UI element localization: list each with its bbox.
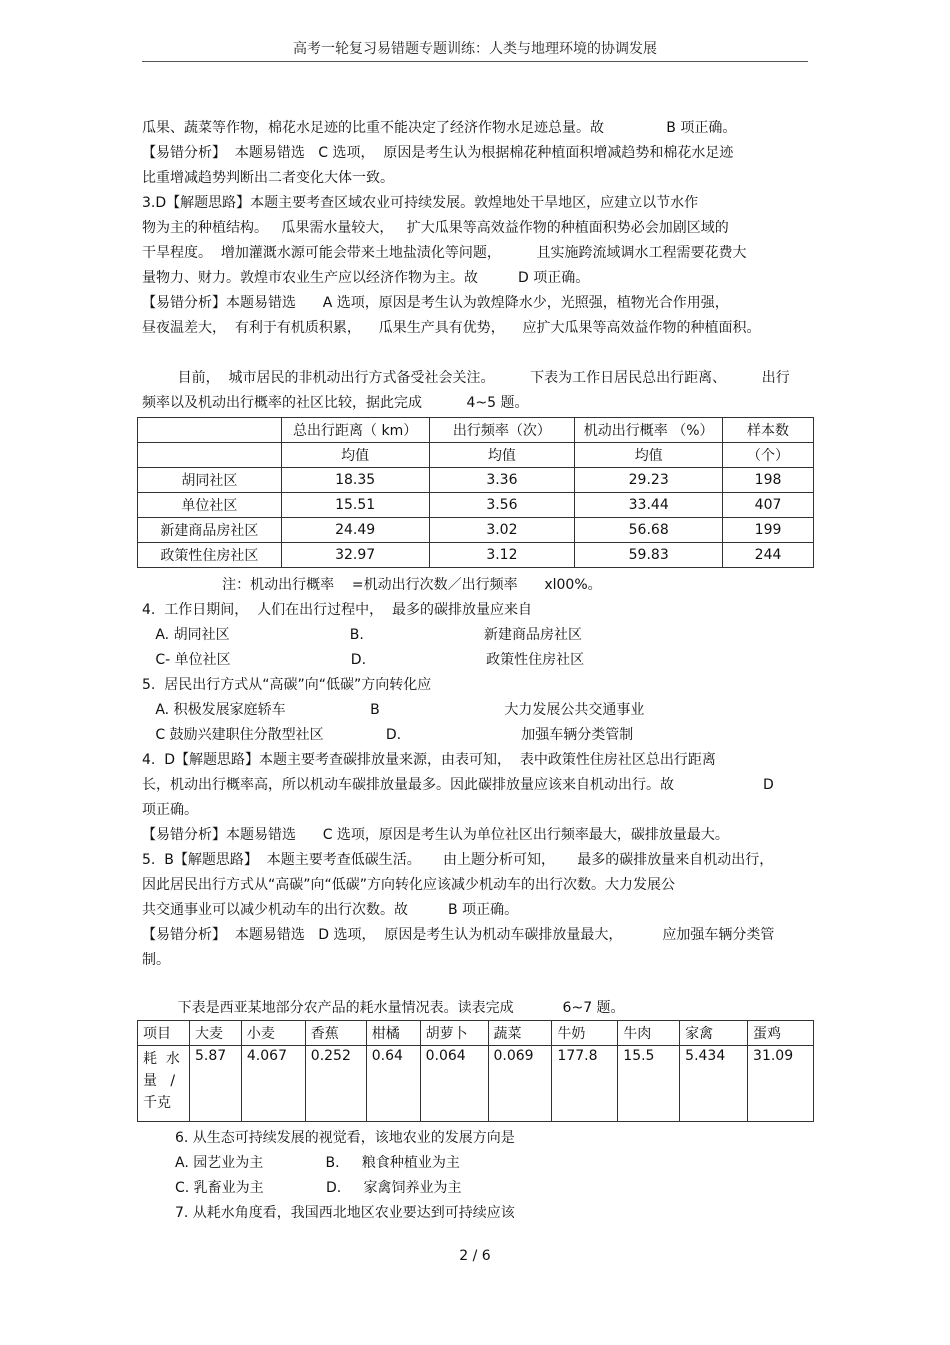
table-cell: 56.68 — [575, 518, 723, 543]
table-subheader-row — [138, 443, 814, 468]
table-cell: 0.252 — [305, 1046, 366, 1122]
table-cell: 59.83 — [575, 543, 723, 568]
table-cell: 新建商品房社区 — [138, 518, 282, 543]
row-label-line: 千克 — [143, 1095, 171, 1111]
table-cell: 胡同社区 — [138, 468, 282, 493]
subheader-cell: 均值 — [575, 443, 723, 468]
table-cell: 3.36 — [429, 468, 575, 493]
table-cell: 3.12 — [429, 543, 575, 568]
header-cell: 牛奶 — [552, 1021, 618, 1046]
table-cell: 31.09 — [748, 1046, 814, 1122]
subheader-cell — [138, 443, 282, 468]
question-7: 7. 从耗水角度看，我国西北地区农业要达到可持续应该 — [175, 1205, 515, 1221]
subheader-cell: （个） — [723, 443, 814, 468]
table-cell: 15.5 — [618, 1046, 680, 1122]
header-cell: 牛肉 — [618, 1021, 680, 1046]
table-cell: 5.434 — [680, 1046, 748, 1122]
option-line: C. 乳畜业为主 D. 家禽饲养业为主 — [175, 1180, 462, 1196]
table-cell: 0.069 — [488, 1046, 552, 1122]
header-cell: 小麦 — [241, 1021, 305, 1046]
table-row — [138, 468, 814, 493]
header-cell: 蛋鸡 — [748, 1021, 814, 1046]
header-cell: 家禽 — [680, 1021, 748, 1046]
table-note: 注：机动出行概率 =机动出行次数／出行频率 xl00%。 — [142, 577, 602, 593]
text-line: 制。 — [142, 952, 170, 968]
table-row — [138, 493, 814, 518]
text-line: 【易错分析】 本题易错选 C 选项， 原因是考生认为根据棉花种植面积增减趋势和棉花水足迹 — [142, 145, 734, 161]
question-4: 4. 工作日期间， 人们在出行过程中， 最多的碳排放量应来自 — [142, 602, 533, 618]
header-cell: 香蕉 — [305, 1021, 366, 1046]
header-cell — [138, 418, 282, 443]
text-line: 【易错分析】本题易错选 A 选项，原因是考生认为敦煌降水少，光照强，植物光合作用强， — [142, 295, 729, 311]
table-cell: 198 — [723, 468, 814, 493]
text-line: 量物力、财力。敦煌市农业生产应以经济作物为主。故 D 项正确。 — [142, 270, 590, 286]
text-line: 【易错分析】本题易错选 C 选项，原因是考生认为单位社区出行频率最大，碳排放量最大。 — [142, 827, 729, 843]
option-line: C- 单位社区 D. 政策性住房社区 — [142, 652, 585, 668]
table-header-row — [138, 418, 814, 443]
table-header-row — [138, 1021, 814, 1046]
row-label — [138, 1046, 190, 1122]
option-line: A. 积极发展家庭轿车 B 大力发展公共交通事业 — [142, 702, 645, 718]
table-cell: 单位社区 — [138, 493, 282, 518]
table-cell: 0.64 — [366, 1046, 420, 1122]
text-line: 频率以及机动出行概率的社区比较，据此完成 4~5 题。 — [142, 395, 529, 411]
text-line: 项正确。 — [142, 802, 198, 818]
header-cell: 蔬菜 — [488, 1021, 552, 1046]
text-line: 3.D【解题思路】本题主要考查区域农业可持续发展。敦煌地处干旱地区，应建立以节水作 — [142, 195, 699, 211]
page-header: 高考一轮复习易错题专题训练：人类与地理环境的协调发展 — [142, 38, 808, 62]
text-line: 昼夜温差大， 有利于有机质积累， 瓜果生产具有优势， 应扩大瓜果等高效益作物的种植面积。 — [142, 320, 761, 336]
table-cell: 5.87 — [189, 1046, 241, 1122]
question-5: 5. 居民出行方式从“高碳”向“低碳”方向转化应 — [142, 677, 432, 693]
table-cell: 32.97 — [281, 543, 429, 568]
option-line: C 鼓励兴建职住分散型社区 D. 加强车辆分类管制 — [142, 727, 634, 743]
text-line: 共交通事业可以减少机动车的出行次数。故 B 项正确。 — [142, 902, 519, 918]
text-line: 长，机动出行概率高，所以机动车碳排放量最多。因此碳排放量应该来自机动出行。故 D — [142, 777, 774, 793]
table-cell: 33.44 — [575, 493, 723, 518]
page-number: 2 / 6 — [459, 1248, 491, 1264]
option-line: A. 园艺业为主 B. 粮食种植业为主 — [175, 1155, 460, 1171]
text-line: 比重增减趋势判断出二者变化大体一致。 — [142, 170, 394, 186]
text-line: 【易错分析】 本题易错选 D 选项， 原因是考生认为机动车碳排放量最大， 应加强车辆分类管 — [142, 927, 775, 943]
option-line: A. 胡同社区 B. 新建商品房社区 — [142, 627, 582, 643]
subheader-cell: 均值 — [429, 443, 575, 468]
table-cell: 3.56 — [429, 493, 575, 518]
table-cell: 199 — [723, 518, 814, 543]
text-line: 物为主的种植结构。 瓜果需水量较大， 扩大瓜果等高效益作物的种植面积势必会加剧区域的 — [142, 220, 729, 236]
header-cell: 总出行距离（ km） — [281, 418, 429, 443]
travel-table — [137, 417, 814, 568]
header-cell: 样本数 — [723, 418, 814, 443]
row-label-line: 耗 水 — [143, 1051, 180, 1067]
header-cell: 柑橘 — [366, 1021, 420, 1046]
header-cell: 胡萝卜 — [420, 1021, 488, 1046]
table-cell: 15.51 — [281, 493, 429, 518]
question-6: 6. 从生态可持续发展的视觉看，该地农业的发展方向是 — [175, 1130, 515, 1146]
table-row — [138, 1046, 814, 1122]
water-use-table — [137, 1020, 814, 1122]
row-label-line: 量 / — [143, 1073, 176, 1089]
header-cell: 出行频率（次） — [429, 418, 575, 443]
text-line: 瓜果、蔬菜等作物，棉花水足迹的比重不能决定了经济作物水足迹总量。故 B 项正确。 — [142, 120, 737, 136]
table-row — [138, 518, 814, 543]
table-cell: 177.8 — [552, 1046, 618, 1122]
table-cell: 29.23 — [575, 468, 723, 493]
table-cell: 244 — [723, 543, 814, 568]
subheader-cell: 均值 — [281, 443, 429, 468]
text-line: 4. D【解题思路】本题主要考查碳排放量来源，由表可知， 表中政策性住房社区总出行距离 — [142, 752, 716, 768]
table-cell: 18.35 — [281, 468, 429, 493]
text-line: 5. B【解题思路】 本题主要考查低碳生活。 由上题分析可知， 最多的碳排放量来自机动出行， — [142, 852, 774, 868]
table-cell: 0.064 — [420, 1046, 488, 1122]
table-cell: 3.02 — [429, 518, 575, 543]
header-cell: 机动出行概率 （%） — [575, 418, 723, 443]
text-line: 因此居民出行方式从“高碳”向“低碳”方向转化应该减少机动车的出行次数。大力发展公 — [142, 877, 676, 893]
text-line: 目前， 城市居民的非机动出行方式备受社会关注。 下表为工作日居民总出行距离、 出行 — [142, 370, 790, 386]
header-cell: 大麦 — [189, 1021, 241, 1046]
table-row — [138, 543, 814, 568]
text-line: 干旱程度。 增加灌溉水源可能会带来土地盐渍化等问题， 且实施跨流域调水工程需要花费大 — [142, 245, 747, 261]
header-cell: 项目 — [138, 1021, 190, 1046]
table-cell: 政策性住房社区 — [138, 543, 282, 568]
table-cell: 407 — [723, 493, 814, 518]
text-line: 下表是西亚某地部分农产品的耗水量情况表。读表完成 6~7 题。 — [142, 1000, 625, 1016]
table-cell: 4.067 — [241, 1046, 305, 1122]
table-cell: 24.49 — [281, 518, 429, 543]
